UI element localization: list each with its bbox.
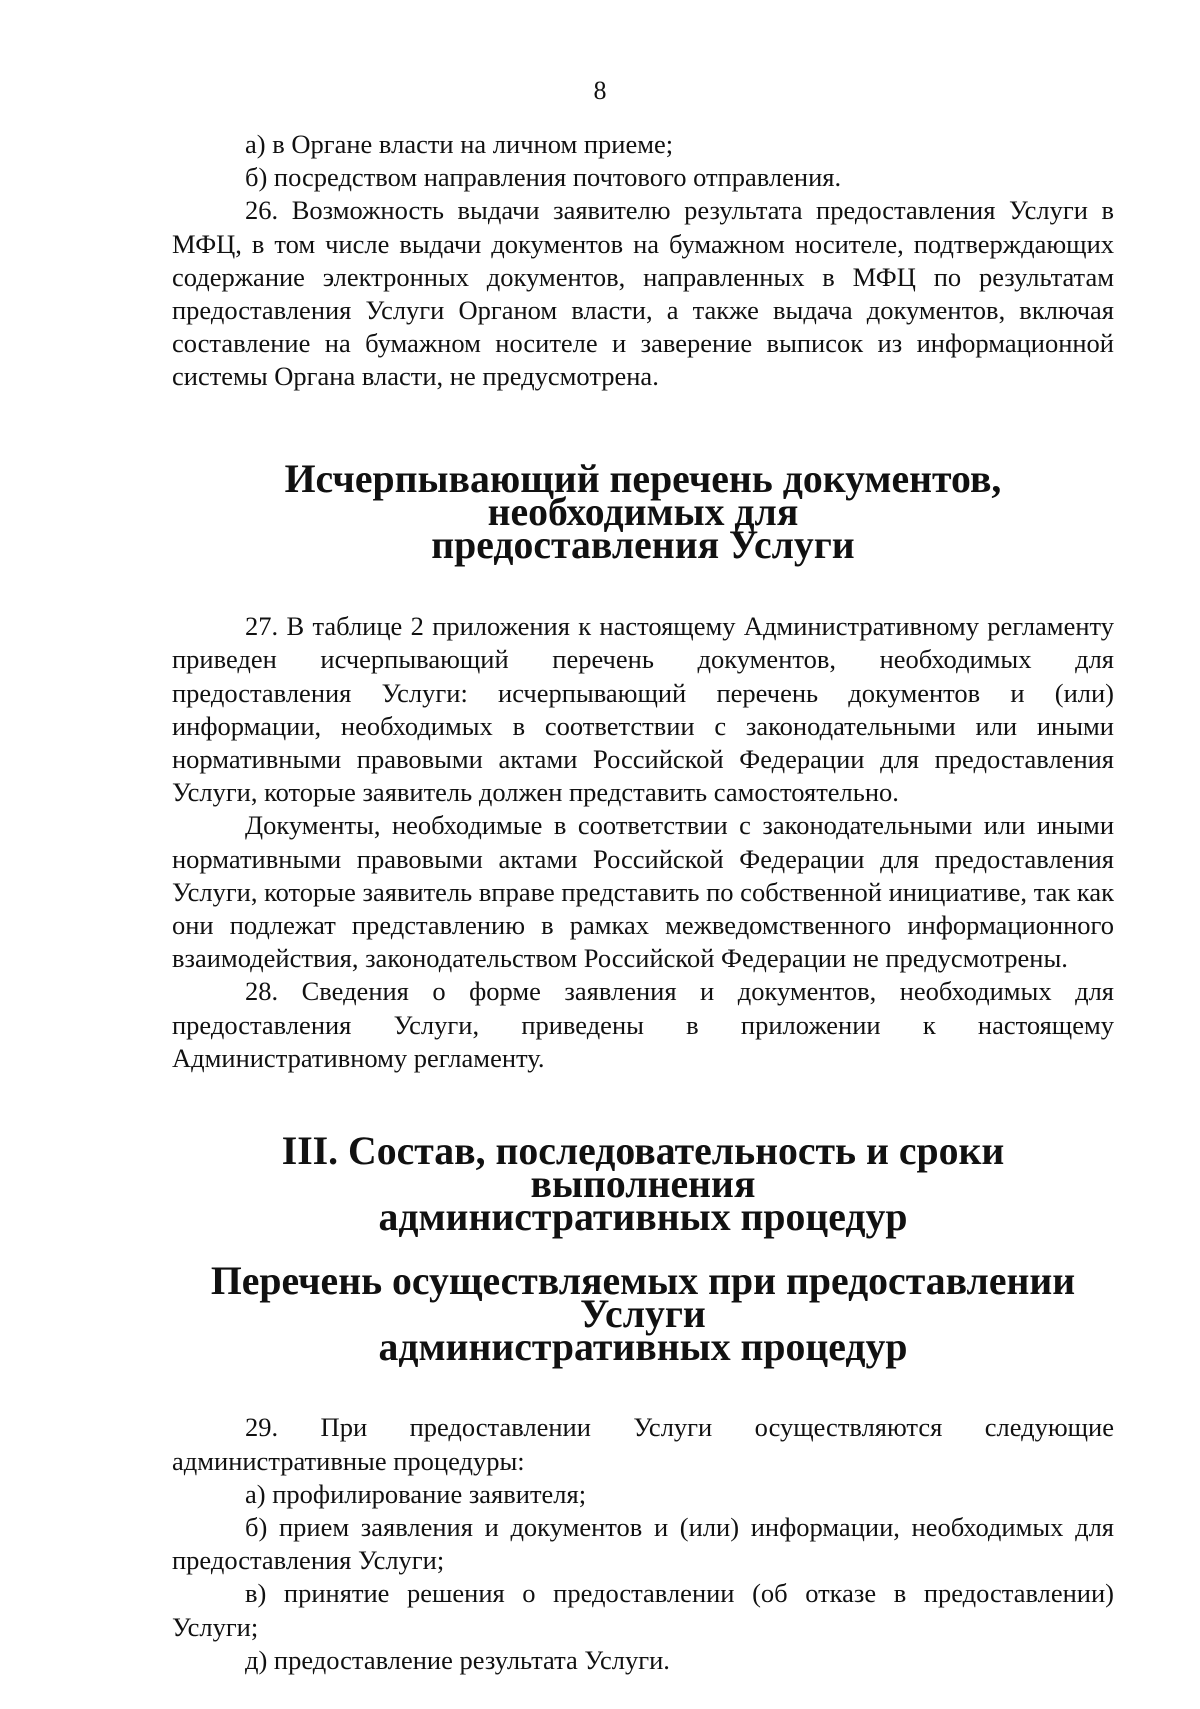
list-item-a: а) в Органе власти на личном приеме; [245, 129, 674, 159]
document-body [172, 128, 1114, 1677]
paragraph-documents-initiative: Документы, необходимые в соответствии с законодательными или иными нормативными правовыми актами Российской Федерации для предоставления Услуги, которые заявитель вправе представить по собственной инициативе, так как они подлежат представлению в рамках межведомственного информационного взаимодействия, законодательством Российской Федерации не предусмотрены. [172, 810, 1114, 974]
heading-line: административных процедур [378, 1325, 908, 1370]
paragraph-29: 29. При предоставлении Услуги осуществляются следующие административные процедуры: [172, 1412, 1114, 1476]
heading-line: Перечень осуществляемых при предоставлении Услуги [210, 1258, 1076, 1336]
heading-procedures-list [172, 1258, 1114, 1370]
heading-section-3 [172, 1129, 1114, 1240]
page-number: 8 [593, 76, 607, 105]
paragraph-27: 27. В таблице 2 приложения к настоящему Административному регламенту приведен исчерпывающий перечень документов, необходимых для предоставления Услуги: исчерпывающий перечень документов и (или) информации, необходимых в соответствии с законодательными или иными нормативными правовыми актами Российской Федерации для предоставления Услуги, которые заявитель должен представить самостоятельно. [172, 611, 1114, 808]
heading-line: предоставления Услуги [431, 523, 855, 568]
heading-documents-list [172, 456, 1114, 568]
procedure-item-d: д) предоставление результата Услуги. [245, 1644, 670, 1675]
paragraph-26: 26. Возможность выдачи заявителю результата предоставления Услуги в МФЦ, в том числе выдачи документов на бумажном носителе, подтверждающих содержание электронных документов, направленных в МФЦ по результатам предоставления Услуги Органом власти, а также выдача документов, включая составление на бумажном носителе и заверение выписок из информационной системы Органа власти, не предусмотрена. [172, 195, 1114, 392]
procedure-item-a: а) профилирование заявителя; [245, 1478, 587, 1509]
heading-line: III. Состав, последовательность и сроки выполнения [281, 1129, 1005, 1207]
procedure-item-b: б) прием заявления и документов и (или) информации, необходимых для предоставления Услуги; [172, 1511, 1114, 1576]
heading-line: административных процедур [378, 1195, 908, 1240]
list-item-b: б) посредством направления почтового отправления. [245, 162, 842, 193]
paragraph-28: 28. Сведения о форме заявления и документов, необходимых для предоставления Услуги, приведены в приложении к настоящему Административному регламенту. [172, 976, 1114, 1073]
procedure-item-v: в) принятие решения о предоставлении (об отказе в предоставлении) Услуги; [172, 1578, 1114, 1642]
heading-line: Исчерпывающий перечень документов, необходимых для [284, 456, 1002, 534]
